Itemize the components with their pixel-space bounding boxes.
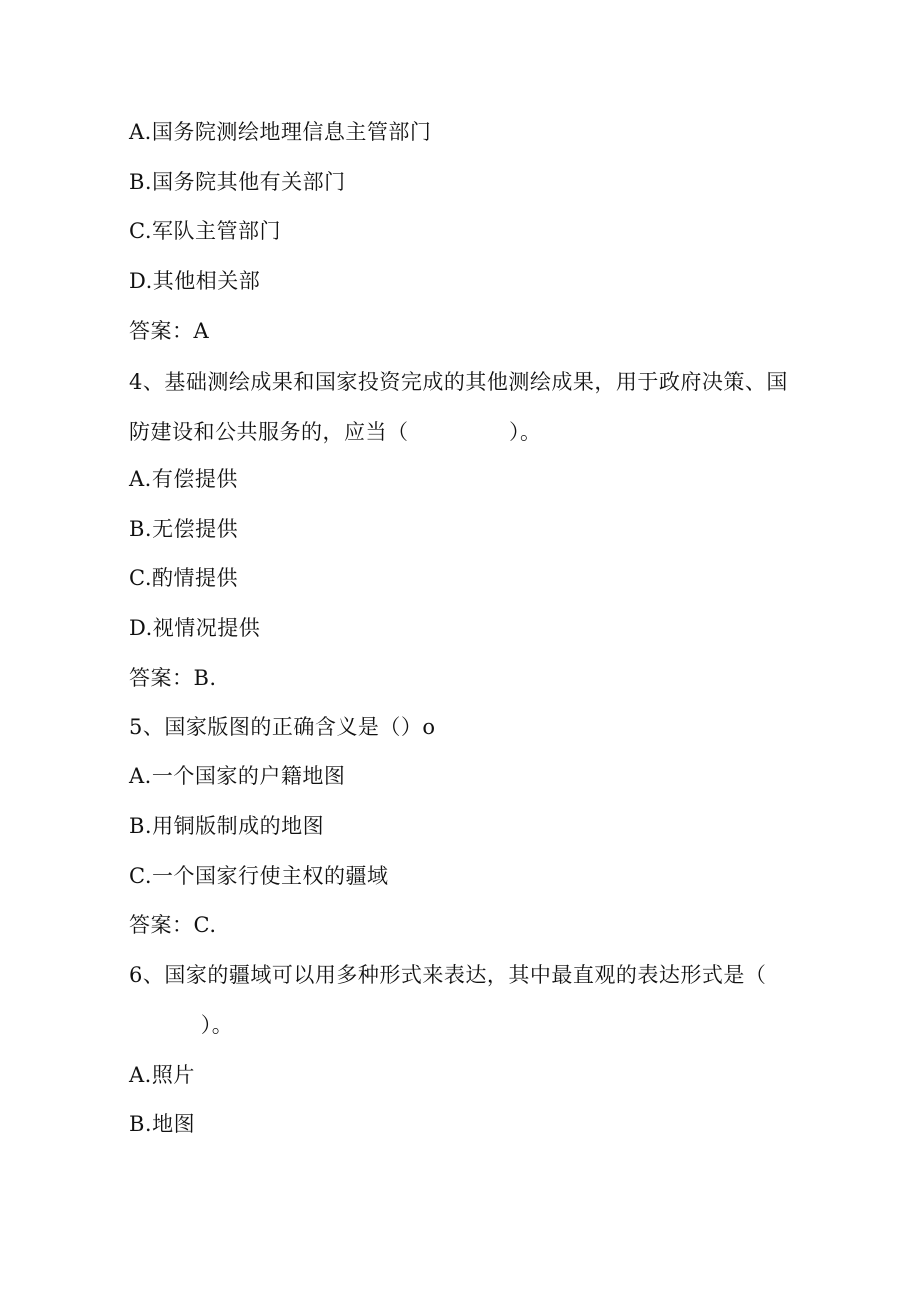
option-a-q6: A.照片	[129, 1063, 195, 1087]
option-b-q3: B.国务院其他有关部门	[129, 170, 346, 194]
option-c-q3: C.军队主管部门	[129, 219, 281, 243]
option-a-q3: A.国务院测绘地理信息主管部门	[129, 120, 432, 144]
question-4-line1: 4、基础测绘成果和国家投资完成的其他测绘成果，用于政府决策、国	[129, 370, 788, 394]
question-6-line1: 6、国家的疆域可以用多种形式来表达，其中最直观的表达形式是（	[129, 963, 767, 987]
option-a-q4: A.有偿提供	[129, 467, 238, 491]
question-5: 5、国家版图的正确含义是（）o	[129, 715, 436, 739]
answer-q3: 答案：A	[129, 319, 210, 343]
option-d-q3: D.其他相关部	[129, 269, 261, 293]
option-a-q5: A.一个国家的户籍地图	[129, 764, 346, 788]
answer-q4: 答案：B.	[129, 666, 217, 690]
option-c-q5: C.一个国家行使主权的疆域	[129, 864, 389, 888]
option-b-q4: B.无偿提供	[129, 517, 239, 541]
question-4-line2: 防建设和公共服务的，应当（ ）。	[129, 420, 542, 444]
option-c-q4: C.酌情提供	[129, 566, 238, 590]
question-6-line2: ）。	[129, 1013, 234, 1037]
option-b-q5: B.用铜版制成的地图	[129, 814, 325, 838]
option-d-q4: D.视情况提供	[129, 616, 261, 640]
option-b-q6: B.地图	[129, 1112, 196, 1136]
answer-q5: 答案：C.	[129, 913, 217, 937]
